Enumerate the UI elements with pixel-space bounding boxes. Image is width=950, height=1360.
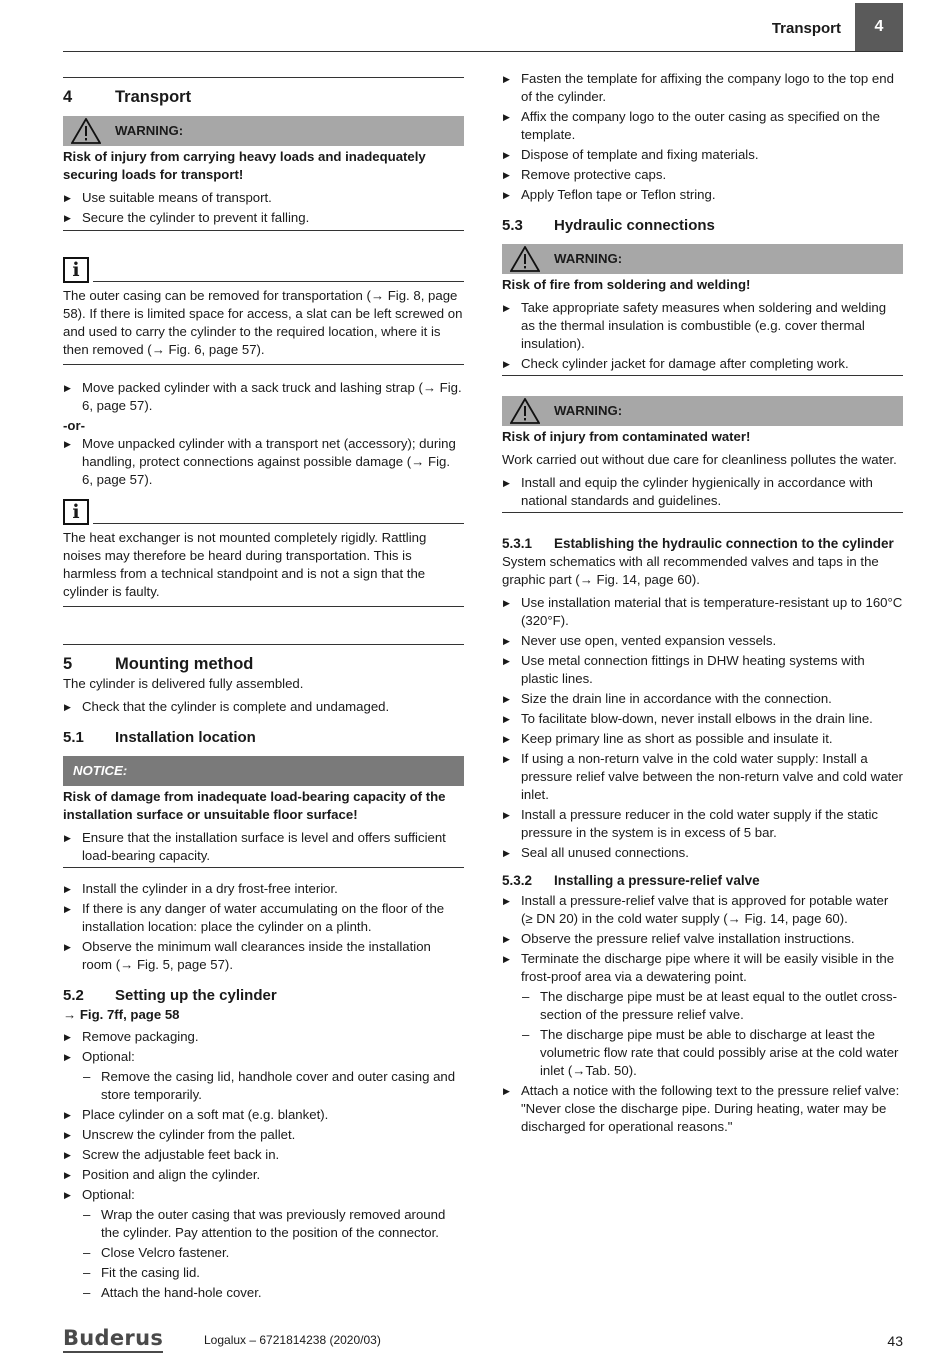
step-item: ▶ Move unpacked cylinder with a transport net (accessory); during handling, protect connections against possible damage (→ Fig. 6, page 57). [63,435,464,489]
warning-steps [502,474,903,510]
step-item: ▶ Dispose of template and fixing materials. [502,146,903,164]
sub-step-item: – The discharge pipe must be at least equal to the outlet cross-section of the pressure relief valve. [521,988,903,1024]
step-item: ▶ Observe the pressure relief valve installation instructions. [502,930,903,948]
step-item: ▶ Terminate the discharge pipe where it will be easily visible in the frost-proof area via a dewatering point. – The discharge pipe must be at least equal to the outlet cross-section of the pressure relief valve. – The discharge pipe must be able to discharge at least the volumetric flow rate that could possibly arise at the cold water inlet (→Tab. 50). [502,950,903,1080]
sub-step-item: – The discharge pipe must be able to discharge at least the volumetric flow rate that could possibly arise at the cold water inlet (→Tab. 50). [521,1026,903,1080]
notice-steps [63,829,464,865]
step-item: ▶ Place cylinder on a soft mat (e.g. blanket). [63,1106,464,1124]
sub-step-item: – Fit the casing lid. [82,1264,464,1282]
step-item: ▶ Seal all unused connections. [502,844,903,862]
step-item: ▶ Remove packaging. [63,1028,464,1046]
sub-step-item: – Wrap the outer casing that was previously removed around the cylinder. Pay attention to the position of the connector. [82,1206,464,1242]
step-item: ▶ Optional: – Wrap the outer casing that was previously removed around the cylinder. Pay attention to the position of the connector. – Close Velcro fastener. – Fit the casing lid. – Attach the hand-hole cover. [63,1186,464,1302]
section-5-3-2-heading: 5.3.2 Installing a pressure-relief valve [502,873,760,888]
section-intro: System schematics with all recommended valves and taps in the graphic part (→ Fig. 14, page 60). [502,554,879,587]
warning-headline: Risk of injury from contaminated water! [502,429,751,444]
info-note-2 [63,493,464,607]
page-number: 43 [887,1333,903,1349]
section-5-1-heading: 5.1 Installation location [63,729,256,746]
divider [93,523,464,524]
step-item: ▶ Install a pressure-relief valve that is approved for potable water (≥ DN 20) in the cold water supply (→ Fig. 14, page 60). [502,892,903,928]
transport-steps-2 [63,435,464,489]
info-note-1 [63,251,464,365]
info-text: The heat exchanger is not mounted completely rigidly. Rattling noises may therefore be heard during transportation. This is harmless from a technical standpoint and is not a sign that the cylinder is faulty. [63,525,464,607]
warning-bar [63,116,464,146]
step-item: ▶ Use metal connection fittings in DHW heating systems with plastic lines. [502,652,903,688]
step-item: ▶ Keep primary line as short as possible and insulate it. [502,730,903,748]
step-item: ▶ Take appropriate safety measures when soldering and welding as the thermal insulation is combustible (e.g. cover thermal insulation). [502,299,903,353]
warning-label: WARNING: [554,251,623,266]
step-item: ▶ Apply Teflon tape or Teflon string. [502,186,903,204]
warning-triangle-icon [71,118,101,144]
sub-step-item: – Attach the hand-hole cover. [82,1284,464,1302]
section-5-3-1-heading: 5.3.1 Establishing the hydraulic connection to the cylinder [502,536,894,551]
step-item: ▶ Use installation material that is temperature-resistant up to 160°C (320°F). [502,594,903,630]
section-5-heading [63,644,464,675]
info-text: The outer casing can be removed for transportation (→ Fig. 8, page 58). If there is limited space for access, a slat can be left screwed on and used to carry the cylinder to the required location, where it is then removed (→ Fig. 6, page 57). [63,283,464,365]
left-column [63,68,464,1304]
warning-label: WARNING: [115,123,184,138]
header-title: Transport [771,20,841,37]
page-header [63,0,903,52]
info-head [63,493,464,525]
step-item: ▶ Check that the cylinder is complete and undamaged. [63,698,464,716]
step-item: ▶ Check cylinder jacket for damage after completing work. [502,355,903,373]
soldering-warning [502,244,903,376]
step-item: ▶ Ensure that the installation surface is level and offers sufficient load-bearing capacity. [63,829,464,865]
warning-triangle-icon [510,246,540,272]
section-5-2-heading: 5.2 Setting up the cylinder [63,987,277,1004]
document-reference: Logalux – 6721814238 (2020/03) [204,1333,381,1347]
step-item: ▶ Optional: – Remove the casing lid, handhole cover and outer casing and store temporarily. [63,1048,464,1104]
page-footer [63,1326,903,1356]
sub-step-item: – Remove the casing lid, handhole cover and outer casing and store temporarily. [82,1068,464,1104]
warning-triangle-icon [510,398,540,424]
brand-logo: Buderus [63,1326,163,1353]
warning-bar [502,244,903,274]
step-item: ▶ Screw the adjustable feet back in. [63,1146,464,1164]
section-intro: The cylinder is delivered fully assembled. [63,676,304,691]
step-item: ▶ Unscrew the cylinder from the pallet. [63,1126,464,1144]
section-number: 5 [63,655,73,673]
relief-valve-steps [502,892,903,1136]
transport-steps [63,379,464,415]
sub-step-item: – Close Velcro fastener. [82,1244,464,1262]
figure-reference: → Fig. 7ff, page 58 [63,1007,180,1022]
section-5-steps [63,698,464,716]
notice-headline: Risk of damage from inadequate load-bearing capacity of the installation surface or unsuitable floor surface! [63,789,446,822]
info-head [63,251,464,283]
warning-label: WARNING: [554,403,623,418]
step-item: ▶ Observe the minimum wall clearances inside the installation room (→ Fig. 5, page 57). [63,938,464,974]
section-title: Transport [115,88,192,106]
connection-steps [502,594,903,862]
step-item: ▶ Attach a notice with the following text to the pressure relief valve: "Never close the discharge pipe. During heating, water may be discharged for operational reasons." [502,1082,903,1136]
step-item: ▶ Use suitable means of transport. [63,189,464,207]
warning-headline: Risk of fire from soldering and welding! [502,277,751,292]
step-item: ▶ Remove protective caps. [502,166,903,184]
step-item: ▶ Never use open, vented expansion vessels. [502,632,903,650]
step-item: ▶ Install a pressure reducer in the cold water supply if the static pressure in the system is in excess of 5 bar. [502,806,903,842]
setup-steps-continued [502,70,903,204]
step-item: ▶ Affix the company logo to the outer casing as specified on the template. [502,108,903,144]
sub-steps [521,988,903,1080]
section-title: Mounting method [115,655,254,673]
water-warning [502,396,903,513]
installation-steps [63,880,464,974]
warning-steps [502,299,903,373]
step-item: ▶ Secure the cylinder to prevent it falling. [63,209,464,227]
sub-steps [82,1068,464,1104]
step-item: ▶ Install the cylinder in a dry frost-free interior. [63,880,464,898]
chapter-tab: 4 [855,3,903,51]
section-4-heading [63,77,464,108]
or-separator: -or- [63,418,85,433]
transport-warning [63,116,464,231]
step-item: ▶ If using a non-return valve in the cold water supply: Install a pressure relief valve between the non-return valve and cold water inlet. [502,750,903,804]
warning-steps [63,189,464,227]
section-number: 4 [63,88,73,106]
warning-text: Work carried out without due care for cleanliness pollutes the water. [502,452,897,467]
info-icon: i [63,499,89,525]
warning-bar [502,396,903,426]
step-item: ▶ If there is any danger of water accumulating on the floor of the installation location: place the cylinder on a plinth. [63,900,464,936]
step-item: ▶ Position and align the cylinder. [63,1166,464,1184]
right-column [502,70,903,1138]
warning-headline: Risk of injury from carrying heavy loads and inadequately securing loads for transport! [63,149,426,182]
installation-notice [63,756,464,868]
notice-bar: NOTICE: [63,756,464,786]
step-item: ▶ Fasten the template for affixing the company logo to the top end of the cylinder. [502,70,903,106]
step-item: ▶ Move packed cylinder with a sack truck and lashing strap (→ Fig. 6, page 57). [63,379,464,415]
step-item: ▶ Size the drain line in accordance with the connection. [502,690,903,708]
sub-steps [82,1206,464,1302]
setup-steps [63,1028,464,1302]
info-icon: i [63,257,89,283]
step-item: ▶ To facilitate blow-down, never install elbows in the drain line. [502,710,903,728]
step-item: ▶ Install and equip the cylinder hygienically in accordance with national standards and guidelines. [502,474,903,510]
section-5-3-heading: 5.3 Hydraulic connections [502,217,715,234]
divider [93,281,464,282]
